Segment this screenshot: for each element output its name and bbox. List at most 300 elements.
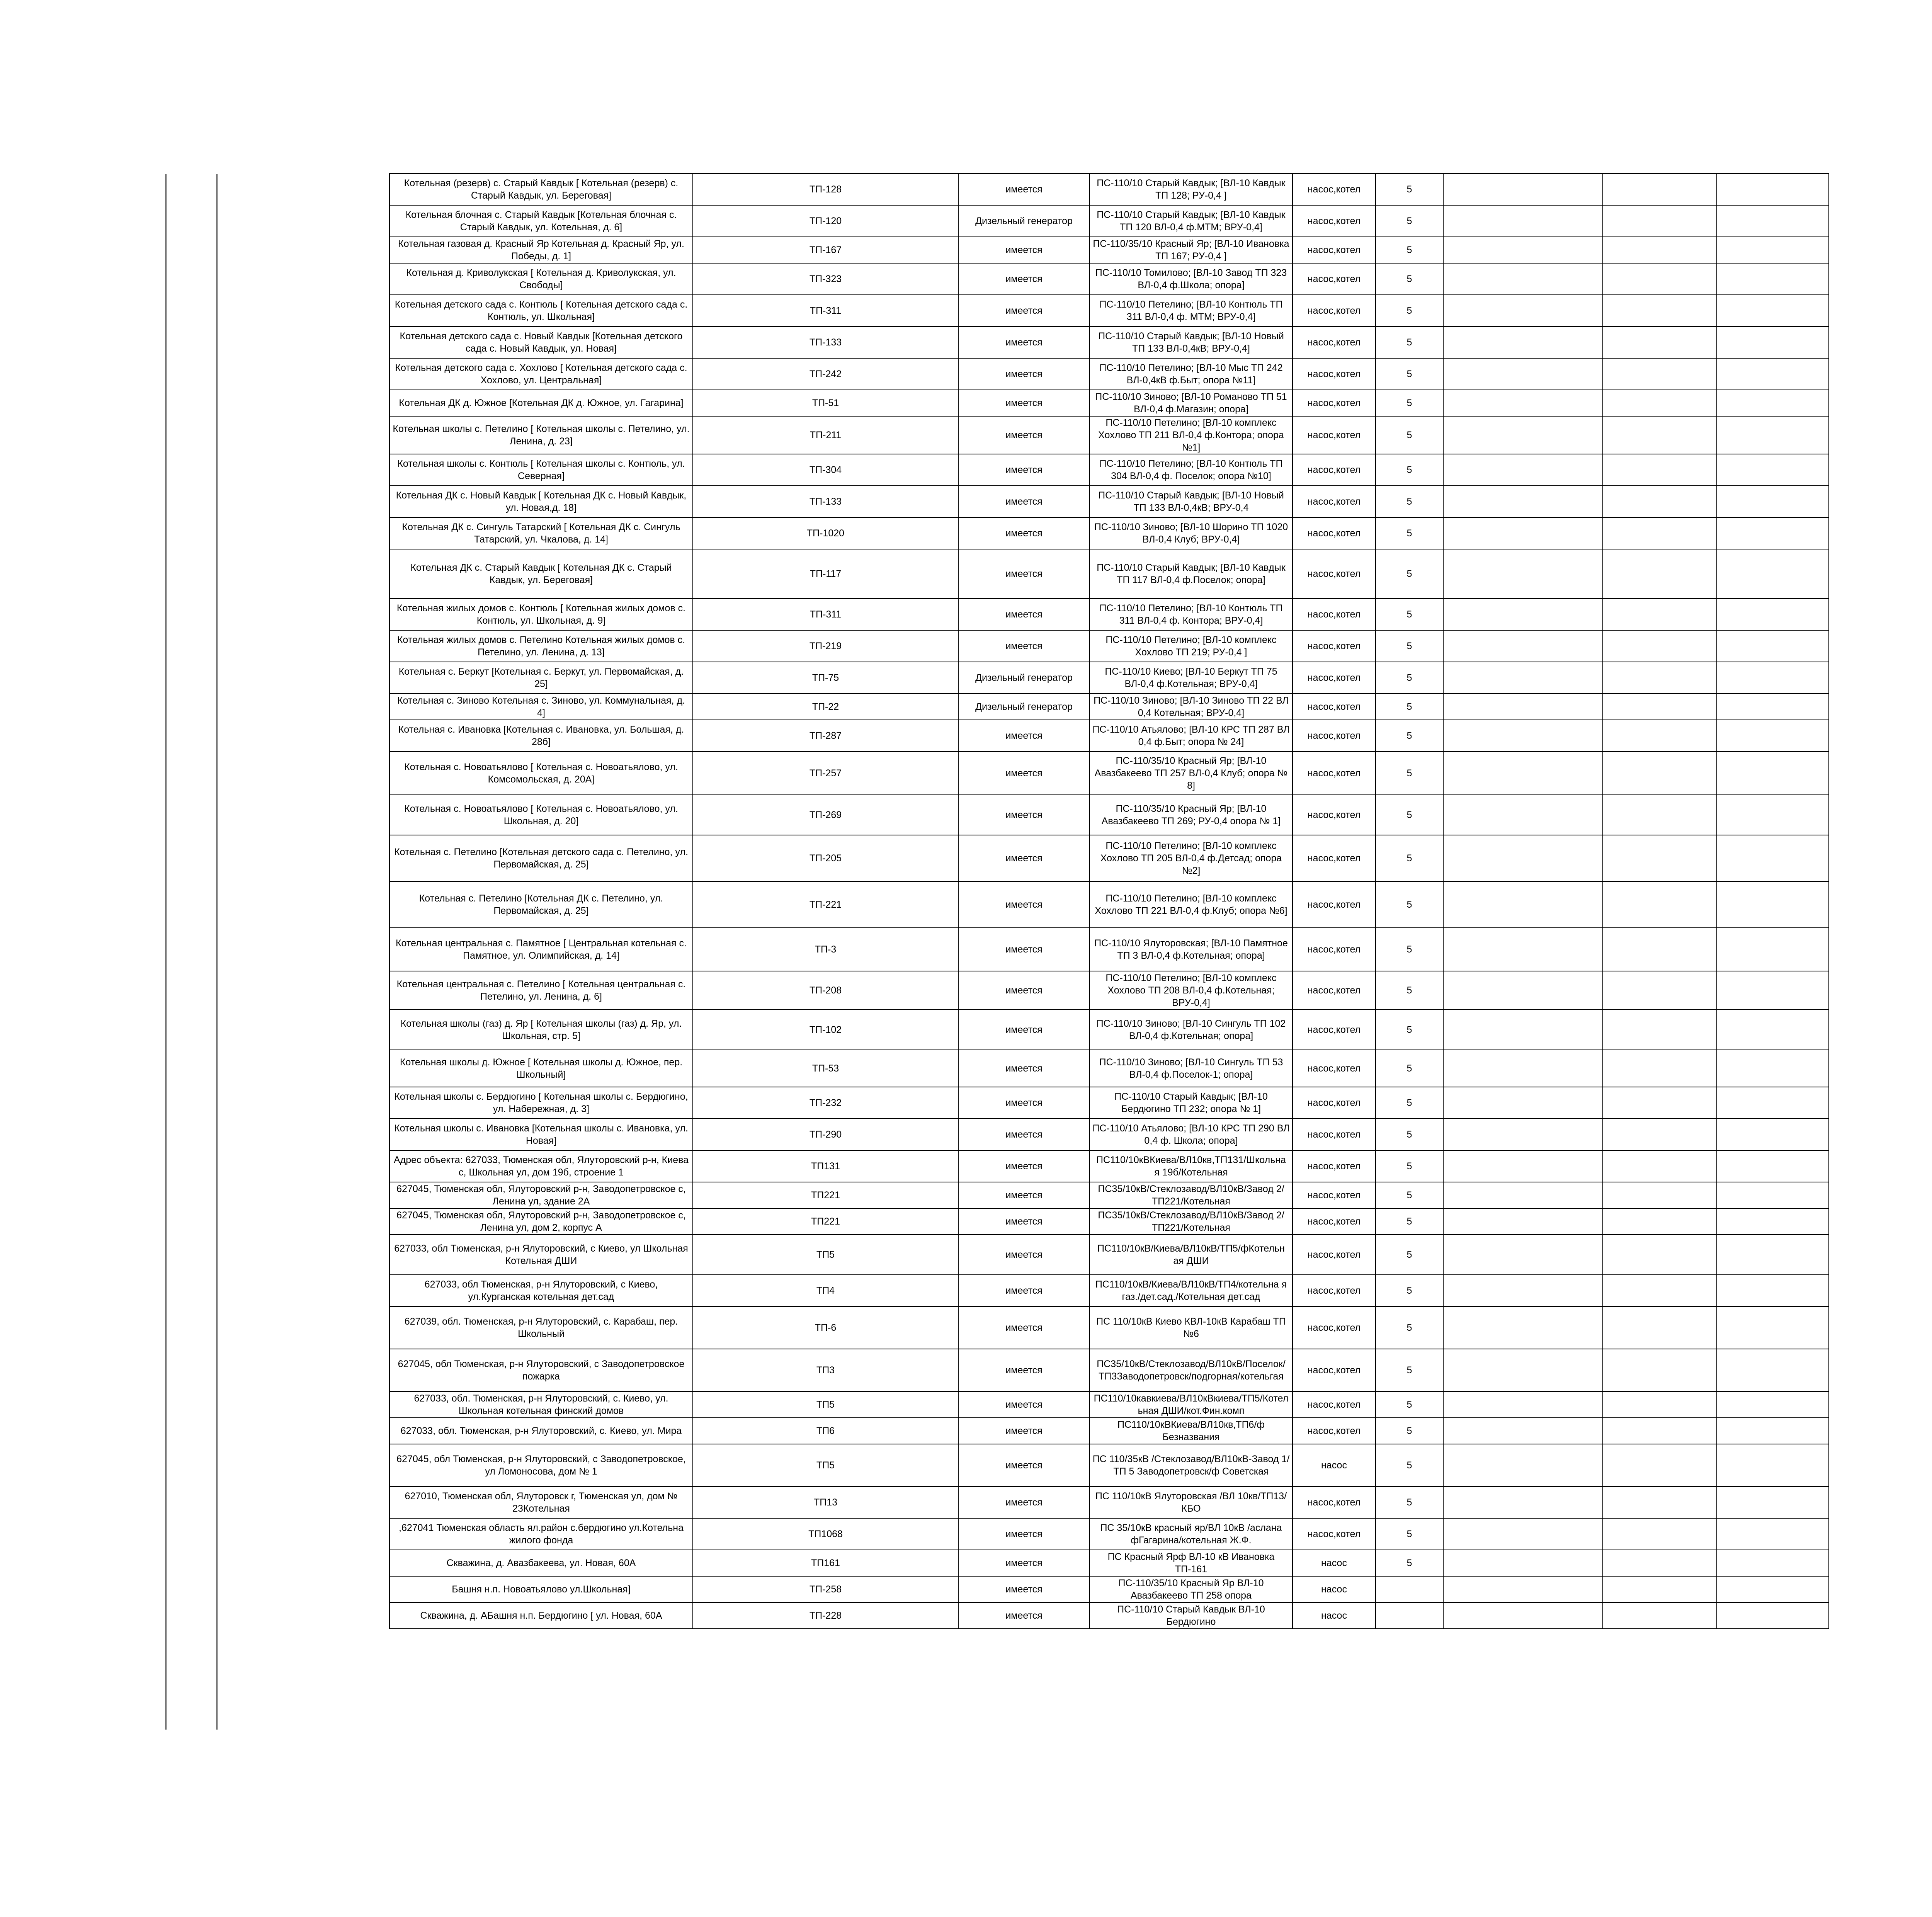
table-cell[interactable]: имеется: [958, 237, 1090, 263]
table-cell[interactable]: 5: [1376, 1182, 1443, 1208]
empty-cell[interactable]: [1603, 1306, 1717, 1349]
table-cell[interactable]: Котельная с. Зиново Котельная с. Зиново, ул. Коммунальная, д. 4]: [389, 694, 693, 720]
empty-cell[interactable]: [1443, 720, 1603, 752]
table-cell[interactable]: насос,котел: [1293, 1349, 1376, 1391]
empty-cell[interactable]: [1717, 263, 1829, 295]
table-cell[interactable]: Котельная ДК с. Старый Кавдык [ Котельная ДК с. Старый Кавдык, ул. Береговая]: [389, 549, 693, 599]
table-cell[interactable]: ТП-290: [693, 1119, 958, 1150]
table-cell[interactable]: 627033, обл. Тюменская, р-н Ялуторовский, с. Киево, ул. Школьная котельная финский домов: [389, 1391, 693, 1418]
table-cell[interactable]: ТП5: [693, 1391, 958, 1418]
table-cell[interactable]: 5: [1376, 752, 1443, 795]
empty-cell[interactable]: [1443, 1349, 1603, 1391]
table-cell[interactable]: ,627041 Тюменская область ял.район с.бердюгино ул.Котельна жилого фонда: [389, 1518, 693, 1550]
empty-cell[interactable]: [1443, 630, 1603, 662]
table-cell[interactable]: насос: [1293, 1576, 1376, 1602]
table-cell[interactable]: 5: [1376, 1150, 1443, 1182]
table-cell[interactable]: ТП-221: [693, 881, 958, 928]
table-cell[interactable]: ТП-311: [693, 599, 958, 630]
table-cell[interactable]: 5: [1376, 358, 1443, 390]
table-cell[interactable]: 5: [1376, 1010, 1443, 1050]
empty-cell[interactable]: [1443, 1050, 1603, 1087]
empty-cell[interactable]: [1717, 1150, 1829, 1182]
empty-cell[interactable]: [1443, 295, 1603, 327]
empty-cell[interactable]: [1717, 173, 1829, 205]
empty-cell[interactable]: [1717, 1418, 1829, 1444]
table-cell[interactable]: насос,котел: [1293, 752, 1376, 795]
table-cell[interactable]: имеется: [958, 1235, 1090, 1275]
table-cell[interactable]: имеется: [958, 881, 1090, 928]
table-cell[interactable]: Башня н.п. Новоатьялово ул.Школьная]: [389, 1576, 693, 1602]
table-cell[interactable]: 5: [1376, 263, 1443, 295]
table-cell[interactable]: 5: [1376, 1050, 1443, 1087]
table-cell[interactable]: насос,котел: [1293, 1275, 1376, 1306]
empty-cell[interactable]: [1443, 1150, 1603, 1182]
table-cell[interactable]: имеется: [958, 1182, 1090, 1208]
empty-cell[interactable]: [1443, 549, 1603, 599]
table-cell[interactable]: насос: [1293, 1444, 1376, 1487]
table-cell[interactable]: имеется: [958, 835, 1090, 881]
table-cell[interactable]: ТП-232: [693, 1087, 958, 1119]
table-cell[interactable]: насос,котел: [1293, 1182, 1376, 1208]
table-cell[interactable]: 5: [1376, 1087, 1443, 1119]
table-cell[interactable]: Котельная с. Новоатьялово [ Котельная с. Новоатьялово, ул. Школьная, д. 20]: [389, 795, 693, 835]
table-cell[interactable]: ПС110/10кВ/Киева/ВЛ10кВ/ТП4/котельна я газ./дет.сад./Котельная дет.сад: [1090, 1275, 1293, 1306]
empty-cell[interactable]: [1603, 1119, 1717, 1150]
table-cell[interactable]: имеется: [958, 1087, 1090, 1119]
table-cell[interactable]: ПС-110/10 Атьялово; [ВЛ-10 КРС ТП 290 ВЛ 0,4 ф. Школа; опора]: [1090, 1119, 1293, 1150]
table-cell[interactable]: насос: [1293, 1550, 1376, 1576]
table-cell[interactable]: имеется: [958, 1349, 1090, 1391]
table-cell[interactable]: 5: [1376, 1391, 1443, 1418]
table-cell[interactable]: ТП1068: [693, 1518, 958, 1550]
empty-cell[interactable]: [1717, 694, 1829, 720]
table-cell[interactable]: ПС110/10кавкиева/ВЛ10кВкиева/ТП5/Котел ьная ДШИ/кот.Фин.комп: [1090, 1391, 1293, 1418]
table-cell[interactable]: ПС-110/10 Зиново; [ВЛ-10 Сингуль ТП 102 ВЛ-0,4 ф.Котельная; опора]: [1090, 1010, 1293, 1050]
table-cell[interactable]: 5: [1376, 1487, 1443, 1518]
table-cell[interactable]: ПС-110/10 Зиново; [ВЛ-10 Романово ТП 51 ВЛ-0,4 ф.Магазин; опора]: [1090, 390, 1293, 416]
table-cell[interactable]: 5: [1376, 1418, 1443, 1444]
empty-cell[interactable]: [1717, 517, 1829, 549]
table-cell[interactable]: имеется: [958, 720, 1090, 752]
table-cell[interactable]: ПС-110/10 Старый Кавдык ВЛ-10 Бердюгино: [1090, 1602, 1293, 1629]
empty-cell[interactable]: [1603, 1010, 1717, 1050]
table-cell[interactable]: ТП-205: [693, 835, 958, 881]
empty-cell[interactable]: [1603, 263, 1717, 295]
table-cell[interactable]: ТП-219: [693, 630, 958, 662]
table-cell[interactable]: 627010, Тюменская обл, Ялуторовск г, Тюменская ул, дом № 23Котельная: [389, 1487, 693, 1518]
empty-cell[interactable]: [1443, 599, 1603, 630]
empty-cell[interactable]: [1443, 1602, 1603, 1629]
empty-cell[interactable]: [1443, 416, 1603, 454]
table-cell[interactable]: насос,котел: [1293, 549, 1376, 599]
empty-cell[interactable]: [1717, 1306, 1829, 1349]
table-cell[interactable]: имеется: [958, 454, 1090, 486]
table-cell[interactable]: Котельная детского сада с. Новый Кавдык [Котельная детского сада с. Новый Кавдык, ул. Новая]: [389, 327, 693, 358]
empty-cell[interactable]: [1717, 1391, 1829, 1418]
empty-cell[interactable]: [1717, 795, 1829, 835]
table-cell[interactable]: имеется: [958, 358, 1090, 390]
empty-cell[interactable]: [1443, 1418, 1603, 1444]
table-cell[interactable]: имеется: [958, 295, 1090, 327]
table-cell[interactable]: насос,котел: [1293, 795, 1376, 835]
table-cell[interactable]: имеется: [958, 263, 1090, 295]
table-cell[interactable]: 5: [1376, 549, 1443, 599]
table-cell[interactable]: Котельная с. Петелино [Котельная детского сада с. Петелино, ул. Первомайская, д. 25]: [389, 835, 693, 881]
table-cell[interactable]: ТП-323: [693, 263, 958, 295]
table-cell[interactable]: ПС110/10кВКиева/ВЛ10кв,ТП131/Школьна я 19б/Котельная: [1090, 1150, 1293, 1182]
table-cell[interactable]: Котельная ДК с. Новый Кавдык [ Котельная ДК с. Новый Кавдык, ул. Новая,д. 18]: [389, 486, 693, 517]
table-cell[interactable]: имеется: [958, 327, 1090, 358]
empty-cell[interactable]: [1443, 881, 1603, 928]
empty-cell[interactable]: [1603, 327, 1717, 358]
table-cell[interactable]: Котельная детского сада с. Контюль [ Котельная детского сада с. Контюль, ул. Школьная]: [389, 295, 693, 327]
table-cell[interactable]: имеется: [958, 173, 1090, 205]
empty-cell[interactable]: [1603, 1182, 1717, 1208]
table-cell[interactable]: ТП-1020: [693, 517, 958, 549]
table-cell[interactable]: 5: [1376, 599, 1443, 630]
table-cell[interactable]: 5: [1376, 1235, 1443, 1275]
table-cell[interactable]: ПС110/10кВ/Киева/ВЛ10кВ/ТП5/фКотельн ая ДШИ: [1090, 1235, 1293, 1275]
table-cell[interactable]: имеется: [958, 971, 1090, 1010]
empty-cell[interactable]: [1603, 1576, 1717, 1602]
table-cell[interactable]: Котельная с. Ивановка [Котельная с. Ивановка, ул. Большая, д. 28б]: [389, 720, 693, 752]
table-cell[interactable]: имеется: [958, 1150, 1090, 1182]
table-cell[interactable]: ТП-53: [693, 1050, 958, 1087]
empty-cell[interactable]: [1717, 237, 1829, 263]
table-cell[interactable]: 627033, обл Тюменская, р-н Ялуторовский, с Киево, ул Школьная Котельная ДШИ: [389, 1235, 693, 1275]
table-cell[interactable]: ПС-110/10 Петелино; [ВЛ-10 Мыс ТП 242 ВЛ-0,4кВ ф.Быт; опора №11]: [1090, 358, 1293, 390]
empty-cell[interactable]: [1443, 1391, 1603, 1418]
table-cell[interactable]: Котельная ДК д. Южное [Котельная ДК д. Южное, ул. Гагарина]: [389, 390, 693, 416]
empty-cell[interactable]: [1443, 1550, 1603, 1576]
table-cell[interactable]: 5: [1376, 173, 1443, 205]
table-cell[interactable]: ТП-211: [693, 416, 958, 454]
table-cell[interactable]: 5: [1376, 416, 1443, 454]
table-cell[interactable]: ТП-167: [693, 237, 958, 263]
table-cell[interactable]: Котельная школы с. Петелино [ Котельная школы с. Петелино, ул. Ленина, д. 23]: [389, 416, 693, 454]
empty-cell[interactable]: [1717, 1576, 1829, 1602]
table-cell[interactable]: ПС-110/35/10 Красный Яр; [ВЛ-10 Авазбакеево ТП 269; РУ-0,4 опора № 1]: [1090, 795, 1293, 835]
empty-cell[interactable]: [1603, 205, 1717, 237]
table-cell[interactable]: ТП-75: [693, 662, 958, 694]
empty-cell[interactable]: [1443, 1518, 1603, 1550]
table-cell[interactable]: ТП-120: [693, 205, 958, 237]
table-cell[interactable]: ПС-110/10 Петелино; [ВЛ-10 Контюль ТП 304 ВЛ-0,4 ф. Поселок; опора №10]: [1090, 454, 1293, 486]
empty-cell[interactable]: [1603, 881, 1717, 928]
table-cell[interactable]: имеется: [958, 1418, 1090, 1444]
table-cell[interactable]: имеется: [958, 1306, 1090, 1349]
empty-cell[interactable]: [1443, 1306, 1603, 1349]
table-cell[interactable]: имеется: [958, 416, 1090, 454]
table-cell[interactable]: насос,котел: [1293, 928, 1376, 971]
table-cell[interactable]: Адрес объекта: 627033, Тюменская обл, Ялуторовский р-н, Киева с, Школьная ул, дом 19б, строение 1: [389, 1150, 693, 1182]
table-cell[interactable]: насос,котел: [1293, 1010, 1376, 1050]
empty-cell[interactable]: [1603, 1518, 1717, 1550]
table-cell[interactable]: 627045, обл Тюменская, р-н Ялуторовский, с Заводопетровское пожарка: [389, 1349, 693, 1391]
empty-cell[interactable]: [1717, 599, 1829, 630]
table-cell[interactable]: насос,котел: [1293, 390, 1376, 416]
table-cell[interactable]: ТП6: [693, 1418, 958, 1444]
table-cell[interactable]: ПС-110/10 Томилово; [ВЛ-10 Завод ТП 323 ВЛ-0,4 ф.Школа; опора]: [1090, 263, 1293, 295]
empty-cell[interactable]: [1603, 795, 1717, 835]
table-cell[interactable]: 5: [1376, 630, 1443, 662]
empty-cell[interactable]: [1717, 1349, 1829, 1391]
empty-cell[interactable]: [1443, 1444, 1603, 1487]
empty-cell[interactable]: [1603, 1275, 1717, 1306]
empty-cell[interactable]: [1603, 358, 1717, 390]
table-cell[interactable]: насос,котел: [1293, 1418, 1376, 1444]
empty-cell[interactable]: [1443, 694, 1603, 720]
table-cell[interactable]: имеется: [958, 1010, 1090, 1050]
table-cell[interactable]: насос,котел: [1293, 327, 1376, 358]
table-cell[interactable]: ТП5: [693, 1444, 958, 1487]
empty-cell[interactable]: [1443, 1487, 1603, 1518]
empty-cell[interactable]: [1443, 835, 1603, 881]
empty-cell[interactable]: [1443, 454, 1603, 486]
empty-cell[interactable]: [1717, 1119, 1829, 1150]
empty-cell[interactable]: [1443, 486, 1603, 517]
table-cell[interactable]: ТП-3: [693, 928, 958, 971]
empty-cell[interactable]: [1443, 1235, 1603, 1275]
table-cell[interactable]: имеется: [958, 486, 1090, 517]
table-cell[interactable]: Дизельный генератор: [958, 662, 1090, 694]
table-cell[interactable]: ПС-110/10 Старый Кавдык; [ВЛ-10 Новый ТП 133 ВЛ-0,4кВ; ВРУ-0,4: [1090, 486, 1293, 517]
empty-cell[interactable]: [1717, 1275, 1829, 1306]
table-cell[interactable]: насос,котел: [1293, 263, 1376, 295]
empty-cell[interactable]: [1717, 720, 1829, 752]
empty-cell[interactable]: [1717, 1602, 1829, 1629]
empty-cell[interactable]: [1717, 1487, 1829, 1518]
table-cell[interactable]: 5: [1376, 1518, 1443, 1550]
table-cell[interactable]: насос,котел: [1293, 971, 1376, 1010]
empty-cell[interactable]: [1443, 662, 1603, 694]
table-cell[interactable]: имеется: [958, 549, 1090, 599]
empty-cell[interactable]: [1603, 630, 1717, 662]
empty-cell[interactable]: [1717, 752, 1829, 795]
table-cell[interactable]: ТП-51: [693, 390, 958, 416]
empty-cell[interactable]: [1603, 517, 1717, 549]
table-cell[interactable]: 5: [1376, 327, 1443, 358]
table-cell[interactable]: Котельная жилых домов с. Контюль [ Котельная жилых домов с. Контюль, ул. Школьная, д. 9]: [389, 599, 693, 630]
empty-cell[interactable]: [1603, 173, 1717, 205]
table-cell[interactable]: ПС35/10кВ/Стеклозавод/ВЛ10кВ/Завод 2/ТП221/Котельная: [1090, 1208, 1293, 1235]
table-cell[interactable]: 5: [1376, 1119, 1443, 1150]
table-cell[interactable]: Дизельный генератор: [958, 694, 1090, 720]
empty-cell[interactable]: [1443, 205, 1603, 237]
table-cell[interactable]: ТП5: [693, 1235, 958, 1275]
empty-cell[interactable]: [1443, 928, 1603, 971]
empty-cell[interactable]: [1443, 1010, 1603, 1050]
empty-cell[interactable]: [1443, 237, 1603, 263]
empty-cell[interactable]: [1603, 1391, 1717, 1418]
table-cell[interactable]: ТП-22: [693, 694, 958, 720]
table-cell[interactable]: ТП-287: [693, 720, 958, 752]
table-cell[interactable]: Котельная газовая д. Красный Яр Котельная д. Красный Яр, ул. Победы, д. 1]: [389, 237, 693, 263]
table-cell[interactable]: ПС35/10кВ/Стеклозавод/ВЛ10кВ/Завод 2/ТП221/Котельная: [1090, 1182, 1293, 1208]
table-cell[interactable]: ПС-110/10 Петелино; [ВЛ-10 комплекс Хохлово ТП 221 ВЛ-0,4 ф.Клуб; опора №6]: [1090, 881, 1293, 928]
table-cell[interactable]: Скважина, д. АБашня н.п. Бердюгино [ ул. Новая, 60А: [389, 1602, 693, 1629]
empty-cell[interactable]: [1717, 1087, 1829, 1119]
table-cell[interactable]: 5: [1376, 205, 1443, 237]
empty-cell[interactable]: [1717, 327, 1829, 358]
table-cell[interactable]: Котельная школы с. Бердюгино [ Котельная школы с. Бердюгино, ул. Набережная, д. 3]: [389, 1087, 693, 1119]
table-cell[interactable]: ПС-110/35/10 Красный Яр; [ВЛ-10 Авазбакеево ТП 257 ВЛ-0,4 Клуб; опора № 8]: [1090, 752, 1293, 795]
table-cell[interactable]: 5: [1376, 1550, 1443, 1576]
table-cell[interactable]: ПС-110/10 Петелино; [ВЛ-10 Контюль ТП 311 ВЛ-0,4 ф. Контора; ВРУ-0,4]: [1090, 599, 1293, 630]
table-cell[interactable]: Котельная д. Криволукская [ Котельная д. Криволукская, ул. Свободы]: [389, 263, 693, 295]
empty-cell[interactable]: [1717, 1550, 1829, 1576]
table-cell[interactable]: 627039, обл. Тюменская, р-н Ялуторовский, с. Карабаш, пер. Школьный: [389, 1306, 693, 1349]
table-cell[interactable]: насос,котел: [1293, 694, 1376, 720]
empty-cell[interactable]: [1603, 971, 1717, 1010]
table-cell[interactable]: Котельная с. Новоатьялово [ Котельная с. Новоатьялово, ул. Комсомольская, д. 20А]: [389, 752, 693, 795]
table-cell[interactable]: 5: [1376, 1349, 1443, 1391]
table-cell[interactable]: Котельная школы (газ) д. Яр [ Котельная школы (газ) д. Яр, ул. Школьная, стр. 5]: [389, 1010, 693, 1050]
empty-cell[interactable]: [1717, 662, 1829, 694]
empty-cell[interactable]: [1603, 1444, 1717, 1487]
empty-cell[interactable]: [1717, 295, 1829, 327]
empty-cell[interactable]: [1717, 358, 1829, 390]
table-cell[interactable]: ТП-269: [693, 795, 958, 835]
table-cell[interactable]: имеется: [958, 1576, 1090, 1602]
table-cell[interactable]: ТП-311: [693, 295, 958, 327]
table-cell[interactable]: насос,котел: [1293, 517, 1376, 549]
table-cell[interactable]: Котельная детского сада с. Хохлово [ Котельная детского сада с. Хохлово, ул. Центральная]: [389, 358, 693, 390]
empty-cell[interactable]: [1443, 327, 1603, 358]
table-cell[interactable]: 5: [1376, 517, 1443, 549]
table-cell[interactable]: Котельная центральная с. Памятное [ Центральная котельная с. Памятное, ул. Олимпийская, д. 14]: [389, 928, 693, 971]
table-cell[interactable]: 5: [1376, 881, 1443, 928]
table-cell[interactable]: ПС-110/35/10 Красный Яр; [ВЛ-10 Ивановка ТП 167; РУ-0,4 ]: [1090, 237, 1293, 263]
table-cell[interactable]: имеется: [958, 1444, 1090, 1487]
table-cell[interactable]: ПС-110/10 Старый Кавдык; [ВЛ-10 Бердюгино ТП 232; опора № 1]: [1090, 1087, 1293, 1119]
empty-cell[interactable]: [1603, 1487, 1717, 1518]
empty-cell[interactable]: [1717, 549, 1829, 599]
table-cell[interactable]: имеется: [958, 1487, 1090, 1518]
table-cell[interactable]: 5: [1376, 390, 1443, 416]
table-cell[interactable]: ТП221: [693, 1182, 958, 1208]
table-cell[interactable]: ПС Красный Ярф ВЛ-10 кВ Ивановка ТП-161: [1090, 1550, 1293, 1576]
table-cell[interactable]: ПС-110/35/10 Красный Яр ВЛ-10 Авазбакеево ТП 258 опора: [1090, 1576, 1293, 1602]
empty-cell[interactable]: [1603, 295, 1717, 327]
empty-cell[interactable]: [1717, 971, 1829, 1010]
table-cell[interactable]: ТП-208: [693, 971, 958, 1010]
empty-cell[interactable]: [1603, 1349, 1717, 1391]
table-cell[interactable]: Котельная (резерв) с. Старый Кавдык [ Котельная (резерв) с. Старый Кавдык, ул. Береговая]: [389, 173, 693, 205]
table-cell[interactable]: 5: [1376, 694, 1443, 720]
table-cell[interactable]: насос,котел: [1293, 237, 1376, 263]
empty-cell[interactable]: [1603, 1235, 1717, 1275]
table-cell[interactable]: ТП-102: [693, 1010, 958, 1050]
table-cell[interactable]: ТП221: [693, 1208, 958, 1235]
table-cell[interactable]: ТП4: [693, 1275, 958, 1306]
table-cell[interactable]: 5: [1376, 237, 1443, 263]
table-cell[interactable]: насос,котел: [1293, 416, 1376, 454]
empty-cell[interactable]: [1717, 454, 1829, 486]
table-cell[interactable]: Котельная жилых домов с. Петелино Котельная жилых домов с. Петелино, ул. Ленина, д. 13]: [389, 630, 693, 662]
table-cell[interactable]: ТП-117: [693, 549, 958, 599]
table-cell[interactable]: ПС-110/10 Ялуторовская; [ВЛ-10 Памятное ТП 3 ВЛ-0,4 ф.Котельная; опора]: [1090, 928, 1293, 971]
empty-cell[interactable]: [1443, 517, 1603, 549]
table-cell[interactable]: ПС-110/10 Киево; [ВЛ-10 Беркут ТП 75 ВЛ-0,4 ф.Котельная; ВРУ-0,4]: [1090, 662, 1293, 694]
empty-cell[interactable]: [1603, 1418, 1717, 1444]
empty-cell[interactable]: [1603, 1087, 1717, 1119]
empty-cell[interactable]: [1717, 881, 1829, 928]
empty-cell[interactable]: [1717, 1208, 1829, 1235]
table-cell[interactable]: насос,котел: [1293, 486, 1376, 517]
empty-cell[interactable]: [1443, 1182, 1603, 1208]
table-cell[interactable]: 5: [1376, 486, 1443, 517]
empty-cell[interactable]: [1603, 237, 1717, 263]
table-cell[interactable]: насос: [1293, 1602, 1376, 1629]
table-cell[interactable]: Котельная с. Петелино [Котельная ДК с. Петелино, ул. Первомайская, д. 25]: [389, 881, 693, 928]
table-cell[interactable]: насос,котел: [1293, 1150, 1376, 1182]
table-cell[interactable]: насос,котел: [1293, 205, 1376, 237]
empty-cell[interactable]: [1443, 1208, 1603, 1235]
table-cell[interactable]: имеется: [958, 1602, 1090, 1629]
table-cell[interactable]: насос,котел: [1293, 1119, 1376, 1150]
empty-cell[interactable]: [1717, 486, 1829, 517]
table-cell[interactable]: насос,котел: [1293, 630, 1376, 662]
empty-cell[interactable]: [1443, 1576, 1603, 1602]
empty-cell[interactable]: [1717, 1518, 1829, 1550]
table-cell[interactable]: ТП3: [693, 1349, 958, 1391]
table-cell[interactable]: насос,котел: [1293, 1235, 1376, 1275]
empty-cell[interactable]: [1603, 662, 1717, 694]
table-cell[interactable]: [1376, 1576, 1443, 1602]
table-cell[interactable]: насос,котел: [1293, 1087, 1376, 1119]
table-cell[interactable]: 5: [1376, 1275, 1443, 1306]
empty-cell[interactable]: [1603, 1050, 1717, 1087]
table-cell[interactable]: насос,котел: [1293, 1306, 1376, 1349]
table-cell[interactable]: ТП-242: [693, 358, 958, 390]
table-cell[interactable]: насос,котел: [1293, 662, 1376, 694]
empty-cell[interactable]: [1603, 416, 1717, 454]
table-cell[interactable]: Котельная школы с. Ивановка [Котельная школы с. Ивановка, ул. Новая]: [389, 1119, 693, 1150]
table-cell[interactable]: 5: [1376, 454, 1443, 486]
table-cell[interactable]: имеется: [958, 1550, 1090, 1576]
table-cell[interactable]: имеется: [958, 795, 1090, 835]
table-cell[interactable]: ТП131: [693, 1150, 958, 1182]
table-cell[interactable]: насос,котел: [1293, 1518, 1376, 1550]
table-cell[interactable]: ПС-110/10 Старый Кавдык; [ВЛ-10 Кавдык ТП 117 ВЛ-0,4 ф.Поселок; опора]: [1090, 549, 1293, 599]
table-cell[interactable]: ПС35/10кВ/Стеклозавод/ВЛ10кВ/Поселок/ ТП3Заводопетровск/подгорная/котельгая: [1090, 1349, 1293, 1391]
table-cell[interactable]: насос,котел: [1293, 1487, 1376, 1518]
table-cell[interactable]: насос,котел: [1293, 599, 1376, 630]
table-cell[interactable]: Скважина, д. Авазбакеева, ул. Новая, 60А: [389, 1550, 693, 1576]
empty-cell[interactable]: [1717, 205, 1829, 237]
table-cell[interactable]: имеется: [958, 1208, 1090, 1235]
table-cell[interactable]: Котельная блочная с. Старый Кавдык [Котельная блочная с. Старый Кавдык, ул. Котельная, д. 6]: [389, 205, 693, 237]
table-cell[interactable]: 5: [1376, 720, 1443, 752]
table-cell[interactable]: имеется: [958, 599, 1090, 630]
empty-cell[interactable]: [1603, 752, 1717, 795]
table-cell[interactable]: ПС-110/10 Зиново; [ВЛ-10 Сингуль ТП 53 ВЛ-0,4 ф.Поселок-1; опора]: [1090, 1050, 1293, 1087]
table-cell[interactable]: Котельная центральная с. Петелино [ Котельная центральная с. Петелино, ул. Ленина, д. 6]: [389, 971, 693, 1010]
table-cell[interactable]: насос,котел: [1293, 1050, 1376, 1087]
table-cell[interactable]: 5: [1376, 835, 1443, 881]
empty-cell[interactable]: [1603, 486, 1717, 517]
empty-cell[interactable]: [1717, 630, 1829, 662]
table-cell[interactable]: Котельная с. Беркут [Котельная с. Беркут, ул. Первомайская, д. 25]: [389, 662, 693, 694]
table-cell[interactable]: имеется: [958, 1119, 1090, 1150]
table-cell[interactable]: ТП-6: [693, 1306, 958, 1349]
table-cell[interactable]: 5: [1376, 971, 1443, 1010]
empty-cell[interactable]: [1603, 694, 1717, 720]
table-cell[interactable]: насос,котел: [1293, 720, 1376, 752]
table-cell[interactable]: насос,котел: [1293, 835, 1376, 881]
empty-cell[interactable]: [1603, 1150, 1717, 1182]
